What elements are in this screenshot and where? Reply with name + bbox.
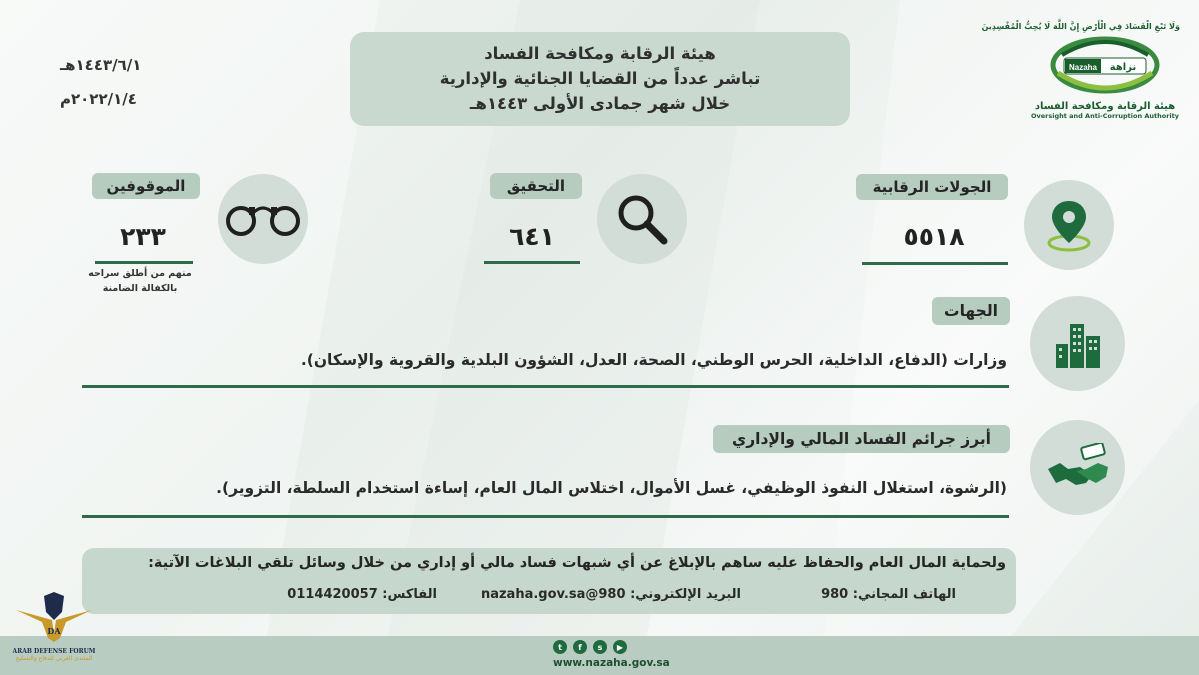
title-box: [350, 32, 850, 126]
buildings-icon: [1052, 318, 1104, 370]
dates: [60, 48, 141, 116]
detained-note-line-1: منهم من أطلق سراحه: [88, 268, 192, 279]
logo-badge-en: Nazaha: [1068, 63, 1098, 72]
phone-label: الهاتف المجاني:: [852, 587, 956, 602]
title-line-1: هيئة الرقابة ومكافحة الفساد: [484, 44, 716, 63]
entities-text: وزارات (الدفاع، الداخلية، الحرس الوطني، الصحة، العدل، الشؤون البلدية والقروية والإسكان).: [300, 351, 1007, 369]
crimes-label: أبرز جرائم الفساد المالي والإداري: [713, 425, 1010, 453]
date-hijri: ١٤٤٣/٦/١هـ: [60, 56, 142, 74]
phone-value: 980: [821, 587, 849, 602]
investigation-underline: [484, 261, 580, 264]
investigation-icon-circle: [597, 174, 687, 264]
report-contacts: [142, 587, 956, 607]
handcuffs-icon: [223, 195, 303, 243]
logo-calligraphy: وَلَا تَبْغِ الْفَسَادَ فِي الْأَرْضِ إِنَّ اللَّهَ لَا يُحِبُّ الْمُفْسِدِينَ: [981, 22, 1180, 31]
handshake-money-icon: [1046, 443, 1110, 493]
detained-underline: [95, 261, 193, 264]
detained-note: [80, 266, 200, 296]
email-value: 980@nazaha.gov.sa: [480, 587, 626, 602]
logo-name-en: Oversight and Anti-Corruption Authority: [1031, 112, 1179, 120]
report-title: ولحماية المال العام والحفاظ عليه ساهم بالإبلاغ عن أي شبهات فساد مالي أو إداري من خلال وسائل تلقي البلاغات الآتية:: [148, 555, 1006, 571]
logo-emblem: [1050, 33, 1160, 95]
fax-label: الفاكس:: [382, 587, 437, 602]
twitter-icon[interactable]: t: [553, 640, 567, 654]
forum-watermark: [8, 590, 100, 672]
tours-icon-circle: [1024, 180, 1114, 270]
location-pin-icon: [1044, 197, 1094, 253]
tours-underline: [862, 262, 1008, 265]
eagle-emblem-icon: [14, 590, 94, 642]
snapchat-icon[interactable]: s: [593, 640, 607, 654]
logo-badge-ar: نزاهة: [1109, 62, 1137, 73]
crimes-underline: [82, 515, 1009, 518]
detained-icon-circle: [218, 174, 308, 264]
fax-value: 0114420057: [287, 587, 378, 602]
youtube-icon[interactable]: ▶: [613, 640, 627, 654]
date-gregorian: ٢٠٢٢/١/٤م: [60, 90, 137, 108]
phone-contact[interactable]: [821, 587, 956, 602]
detained-note-line-2: بالكفالة الضامنة: [102, 283, 178, 294]
email-contact[interactable]: [481, 587, 741, 602]
tours-value: ٥٥١٨: [903, 222, 965, 251]
website-link[interactable]: www.nazaha.gov.sa: [553, 657, 670, 669]
email-label: البريد الإلكتروني:: [630, 587, 741, 602]
crimes-text: (الرشوة، استغلال النفوذ الوظيفي، غسل الأموال، اختلاس المال العام، إساءة استخدام السلطة، التزوير).: [216, 479, 1007, 497]
investigation-value: ٦٤١: [509, 222, 555, 251]
detained-label: الموقوفين: [92, 173, 200, 199]
facebook-icon[interactable]: f: [573, 640, 587, 654]
fax-contact[interactable]: [287, 587, 437, 602]
tours-label: الجولات الرقابية: [856, 174, 1008, 200]
report-channels-box: [82, 548, 1016, 614]
detained-value: ٢٣٣: [120, 222, 166, 251]
logo-name-ar: هيئة الرقابة ومكافحة الفساد: [1034, 101, 1176, 112]
entities-underline: [82, 385, 1009, 388]
entities-icon-circle: [1030, 296, 1125, 391]
investigation-label: التحقيق: [490, 173, 582, 199]
entities-label: الجهات: [932, 297, 1010, 325]
magnifier-icon: [614, 191, 670, 247]
watermark-sub: المنتدى العربي للدفاع والتسليح: [15, 655, 93, 662]
watermark-name: ARAB DEFENSE FORUM: [12, 648, 96, 655]
social-links: [553, 640, 627, 654]
watermark-badge: DA: [47, 626, 61, 636]
crimes-icon-circle: [1030, 420, 1125, 515]
nazaha-logo: [981, 22, 1180, 142]
title-line-2: تباشر عدداً من القضايا الجنائية والإدارية: [439, 69, 761, 88]
title-line-3: خلال شهر جمادى الأولى ١٤٤٣هـ: [469, 94, 731, 113]
